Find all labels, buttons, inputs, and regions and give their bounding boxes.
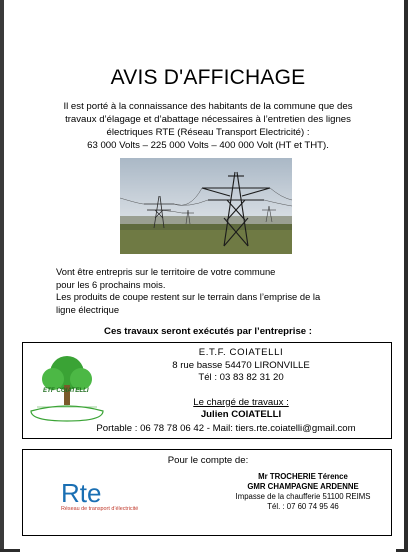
work-paragraph xyxy=(56,266,386,316)
page-title: AVIS D'AFFICHAGE xyxy=(110,66,306,89)
client-contact-block xyxy=(223,472,383,512)
contractor-address: 8 rue basse 54470 LIRONVILLE xyxy=(172,359,310,371)
notice-page xyxy=(20,0,396,552)
contractor-phone: Tél : 03 83 82 31 20 xyxy=(198,372,284,384)
rte-logo-subtitle: Réseau de transport d’électricité xyxy=(61,506,139,512)
contractor-name: E.T.F. COIATELLI xyxy=(198,347,284,358)
client-phone: Tél. : 07 60 74 95 46 xyxy=(267,502,339,511)
intro-line: Il est porté à la connaissance des habitants de la commune que des xyxy=(63,101,353,112)
intro-line: électriques RTE (Réseau Transport Electricité) : xyxy=(106,127,310,138)
window-right-edge xyxy=(404,0,408,552)
client-org: GMR CHAMPAGNE ARDENNE xyxy=(247,482,359,491)
rte-logo-text: Rte xyxy=(61,478,102,508)
contractor-logo-text: ETF COIATELLI xyxy=(43,387,89,394)
client-box xyxy=(22,449,392,536)
client-address: Impasse de la chaufferie 51100 REIMS xyxy=(235,492,371,501)
power-line-photo xyxy=(120,158,292,254)
client-heading: Pour le compte de: xyxy=(167,455,249,466)
work-line: pour les 6 prochains mois. xyxy=(56,278,166,290)
client-contact-name: Mr TROCHERIE Térence xyxy=(258,472,348,481)
work-line: Les produits de coupe restent sur le terrain dans l’emprise de la xyxy=(56,291,321,302)
work-line: Vont être entrepris sur le territoire de votre commune xyxy=(56,266,276,277)
window-left-edge xyxy=(0,0,4,552)
contractor-box xyxy=(22,342,392,439)
executor-heading: Ces travaux seront exécutés par l’entreprise : xyxy=(104,326,312,337)
intro-line: 63 000 Volts – 225 000 Volts – 400 000 Volt (HT et THT). xyxy=(87,140,329,151)
intro-line: travaux d’élagage et d’abattage nécessaires à l’entretien des lignes xyxy=(65,114,351,125)
charged-name: Julien COIATELLI xyxy=(200,409,282,421)
intro-paragraph xyxy=(30,100,386,152)
work-line: ligne électrique xyxy=(56,303,120,315)
contractor-contact: Portable : 06 78 78 06 42 - Mail: tiers.rte.coiatelli@gmail.com xyxy=(96,423,356,434)
charged-label: Le chargé de travaux : xyxy=(193,396,289,408)
contractor-details xyxy=(93,347,389,422)
